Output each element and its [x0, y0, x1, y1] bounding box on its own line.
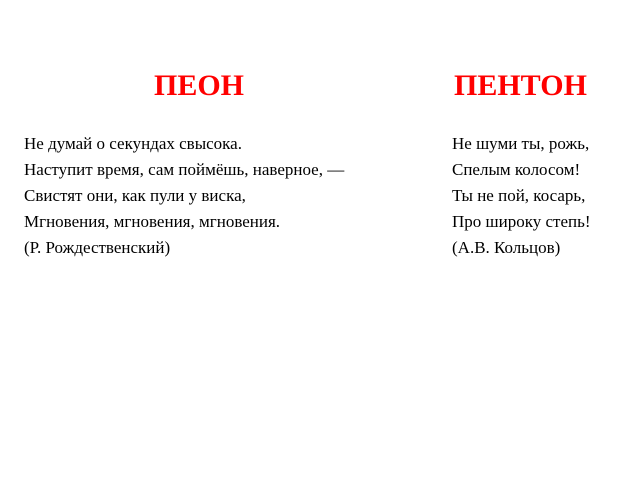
poem-attribution: (А.В. Кольцов) — [452, 238, 561, 257]
penton-heading: ПЕНТОН — [454, 69, 587, 102]
poem-line: Не думай о секундах свысока. — [24, 134, 242, 153]
poem-line: Мгновения, мгновения, мгновения. — [24, 212, 281, 231]
peon-poem — [24, 131, 344, 261]
poem-line: Не шуми ты, рожь, — [452, 134, 590, 153]
poem-line: Спелым колосом! — [452, 160, 581, 179]
poem-attribution: (Р. Рождественский) — [24, 238, 171, 257]
peon-heading: ПЕОН — [154, 69, 245, 102]
penton-poem — [452, 131, 591, 261]
poem-line: Свистят они, как пули у виска, — [24, 186, 246, 205]
poem-line: Про широку степь! — [452, 212, 591, 231]
poem-line: Наступит время, сам поймёшь, наверное, — — [24, 160, 345, 179]
poem-line: Ты не пой, косарь, — [452, 186, 586, 205]
